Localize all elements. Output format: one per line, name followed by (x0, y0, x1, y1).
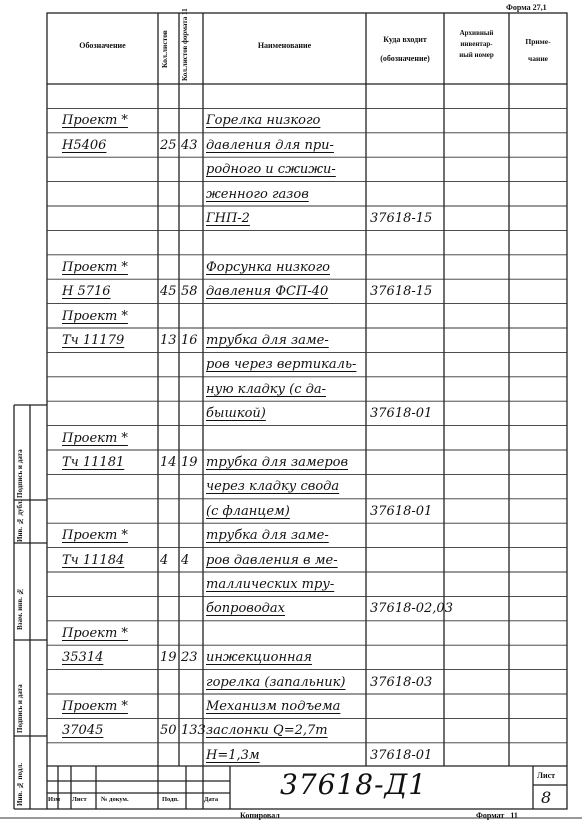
cell-designation: Проект * (62, 625, 128, 641)
sheet-label: Лист (537, 771, 556, 780)
cell-name: бышкой) (206, 406, 266, 422)
side-inv-orig: Инв. № подл. (16, 762, 24, 806)
sheet-number: 8 (541, 788, 552, 807)
cell-designation: 37045 (62, 723, 104, 739)
cell-name: ров через вертикаль- (206, 357, 357, 373)
cell-name: трубка для заме- (206, 333, 329, 348)
header-a11-count: Кол.листов формата 11 (181, 8, 189, 81)
cell-name: ную кладку (с да- (206, 381, 327, 397)
header-note: Приме- чание (525, 37, 551, 63)
cell-name: Форсунка низкого (206, 259, 330, 275)
tb-col-sheet: Лист (72, 796, 87, 803)
cell-a11: 23 (181, 650, 198, 666)
cell-name: ГНП-2 (206, 211, 250, 226)
cell-where: 37618-03 (370, 674, 433, 690)
cell-name: ров давления в ме- (206, 552, 338, 568)
cell-a11: 19 (181, 455, 198, 470)
cell-designation: Н 5716 (62, 284, 111, 300)
document-code: 37618-Д1 (280, 768, 428, 801)
cell-designation: 35314 (62, 650, 104, 666)
cell-a11: 43 (181, 137, 198, 153)
header-designation: Обозначение (79, 41, 126, 50)
cell-name: горелка (запальник) (206, 674, 346, 690)
cell-name: заслонки Q=2,7т (206, 723, 328, 739)
cell-name: трубка для замеров (206, 455, 349, 470)
header-sheets-count: Кол.листов (160, 30, 169, 68)
cell-name: бопроводах (206, 601, 285, 617)
cell-a11: 133 (181, 723, 206, 739)
cell-sheets: 4 (160, 552, 169, 568)
cell-where: 37618-01 (370, 503, 433, 519)
cell-designation: Тч 11184 (62, 552, 125, 568)
side-sign-date-bottom: Подпись и дата (16, 684, 24, 733)
tb-col-sign: Подп. (162, 796, 179, 803)
cell-name: давления ФСП-40 (206, 284, 329, 300)
cell-a11: 58 (181, 284, 198, 300)
cell-name: инжекционная (206, 650, 312, 666)
cell-designation: Проект * (62, 699, 128, 714)
header-where-used: Куда входит (обозначение) (380, 35, 430, 63)
tb-col-doc: № докум. (101, 796, 129, 803)
cell-name: через кладку свода (206, 479, 340, 495)
cell-designation: Проект * (62, 113, 128, 129)
cell-sheets: 45 (160, 284, 177, 300)
cell-designation: Н5406 (62, 137, 107, 153)
cell-name: трубка для заме- (206, 528, 329, 544)
cell-name: таллических тру- (206, 577, 335, 592)
cell-name: Горелка низкого (206, 113, 321, 129)
format-label: Формат 11 (476, 811, 518, 820)
tb-col-date: Дата (204, 796, 219, 803)
cell-designation: Проект * (62, 308, 128, 324)
form-label: Форма 27,1 (506, 3, 547, 12)
cell-where: 37618-01 (370, 747, 433, 763)
cell-name: H=1,3м (206, 747, 260, 763)
cell-sheets: 13 (160, 333, 177, 348)
cell-sheets: 14 (160, 455, 177, 470)
side-replace-inv: Взам. инв. № (16, 587, 24, 630)
cell-sheets: 50 (160, 723, 177, 739)
cell-designation: Проект * (62, 528, 128, 544)
cell-where: 37618-15 (370, 211, 433, 226)
cell-name: женного газов (206, 186, 309, 202)
cell-sheets: 19 (160, 650, 177, 666)
tb-col-change: Изм (48, 796, 61, 803)
cell-designation: Проект * (62, 259, 128, 275)
side-inv-dup: Инв. № дубл. (16, 499, 24, 542)
cell-sheets: 25 (160, 137, 177, 153)
cell-name: (с фланцем) (206, 503, 290, 519)
copied-label: Копировал (240, 811, 280, 820)
cell-name: родного и сжижи- (206, 162, 336, 178)
cell-where: 37618-15 (370, 284, 433, 300)
cell-where: 37618-02,03 (370, 601, 453, 617)
cell-a11: 16 (181, 333, 198, 348)
cell-a11: 4 (181, 552, 190, 568)
cell-designation: Проект * (62, 430, 128, 446)
header-name: Наименование (257, 41, 312, 50)
side-sign-date-top: Подпись и дата (16, 449, 24, 498)
cell-designation: Тч 11181 (62, 455, 125, 470)
cell-name: Механизм подъема (206, 699, 341, 714)
header-archive: Архивный инвентар- ный номер (459, 29, 494, 59)
cell-designation: Тч 11179 (62, 333, 125, 348)
cell-name: давления для при- (206, 137, 334, 153)
cell-where: 37618-01 (370, 406, 433, 422)
